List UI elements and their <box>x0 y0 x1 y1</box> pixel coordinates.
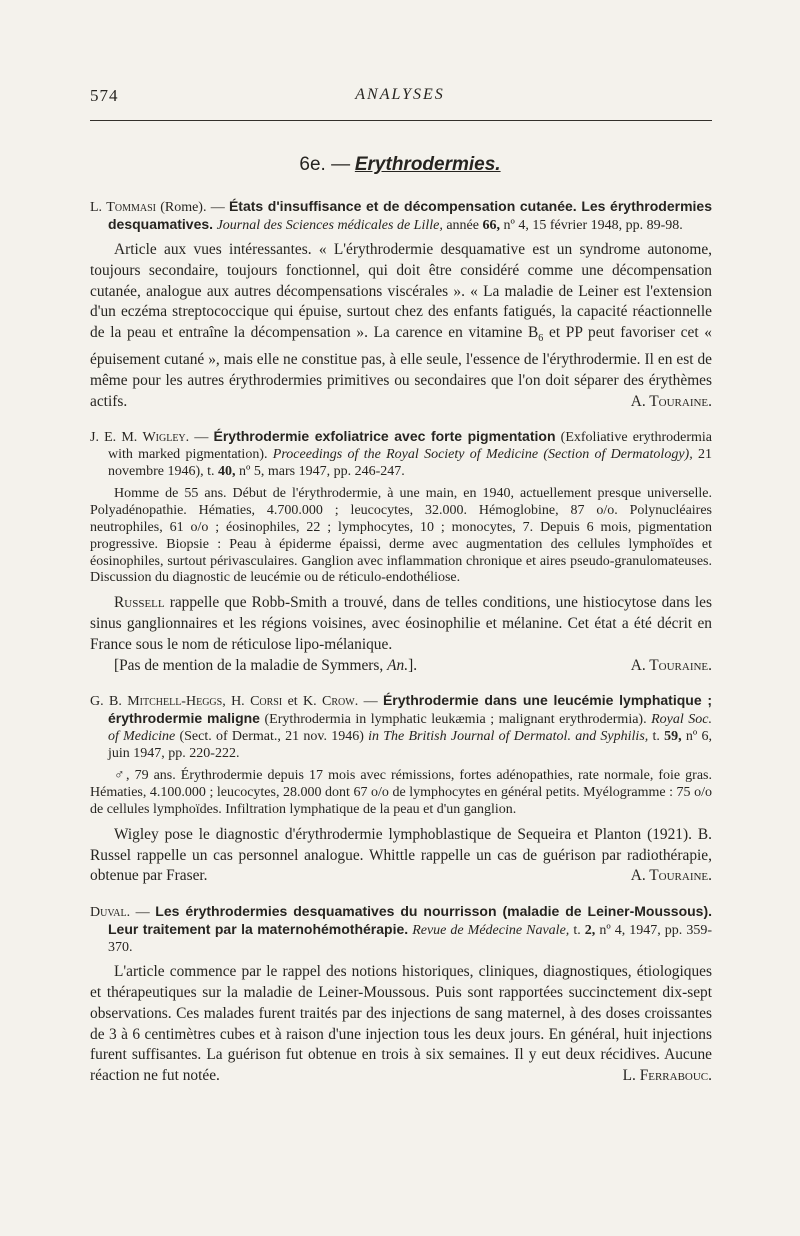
author-initial: et K. <box>287 694 317 710</box>
section-title <box>0 154 800 176</box>
abstract-duval <box>90 903 712 1087</box>
volume: 40, <box>218 464 236 480</box>
section-label: 6e. — <box>299 154 351 175</box>
abstract-title: Érythrodermie exfoliatrice avec forte pigmentation <box>213 428 556 445</box>
citation-details: nº 4, 15 février 1948, pp. 89-98. <box>503 218 683 233</box>
dash: . — <box>354 694 378 710</box>
abstract-text <box>90 962 712 1087</box>
citation-details: nº 5, mars 1947, pp. 246-247. <box>239 464 405 480</box>
reference <box>90 903 712 956</box>
note-text: [Pas de mention de la maladie de Symmers, <box>114 656 384 674</box>
abstract-tommasi <box>90 198 712 412</box>
author-location: (Rome). — <box>160 200 225 215</box>
author-initial: J. E. M. <box>90 430 138 446</box>
abstract-text-part: L'article commence par le rappel des notions historiques, cliniques, diagnostiques, étiologiques et thérapeutiques sur la maladie de Leiner-Moussous. Puis sont rapportées succinctement dix-sept observations. Ces malades furent traités par des injections de sang maternel, à des doses croissantes de 3 à 6 centimètres cubes et à raison d'une injection tous les deux jours. En général, huit injections furent suffisantes. La guérison fut obtenue en trois à six semaines. Il y eut deux récidives. Aucune réaction ne fut notée. <box>90 963 712 1085</box>
volume: 59, <box>664 729 682 745</box>
reference <box>90 428 712 480</box>
abstract-text <box>90 240 712 412</box>
abstract-wigley <box>90 428 712 676</box>
case-report: Homme de 55 ans. Début de l'érythrodermie, à une main, en 1940, actuellement presque universelle. Polyadénopathie. Hématies, 4.700.000 ; leucocytes, 32.000. Hémoglobine, 87 o/o. Polynucléaires neutrophiles, 61 o/o ; éosinophiles, 22 ; lymphocytes, 10 ; monocytes, 7. Depuis 6 mois, pigmentation progressive. Biopsie : Peau à épiderme épaissi, derme avec augmentation des cellules lymphoïdes et éosinophiles, surtout périvasculaires. Ganglion avec inflammation chronique et aires pseudo-granulomateuses. Discussion du diagnostic de leucémie ou de réticulo-endothéliose. <box>90 486 712 586</box>
reference <box>90 692 712 762</box>
abstract-comment <box>90 825 712 887</box>
abstract-title: États d'insuffisance et de décompensation cutanée. Les érythrodermies desquamatives. <box>108 198 712 232</box>
author-name: Mitchell-Heggs <box>127 694 223 710</box>
abstract-title: Érythrodermie dans une leucémie lymphatique ; érythrodermie maligne <box>108 692 713 727</box>
reviewer-signature: A. Touraine. <box>630 392 712 410</box>
original-title: (Erythrodermia in lymphatic leukæmia ; malignant erythrodermia). <box>264 712 647 728</box>
author-initial: , H. <box>222 694 245 710</box>
abstract-text-part: Article aux vues intéressantes. « L'érythrodermie desquamative est un syndrome autonome, toujours secondaire, toujours fonctionnel, qui doit être considéré comme une décompensation cutanée, analogue aux autres décompensations viscérales ». « La maladie de Leiner est l'extension d'un eczéma streptococcique qui épuise, surtout chez des enfants fatigués, la capacité réactionnelle de la peau et entraîne la décompensation ». La carence en vitamine B <box>90 241 712 342</box>
original-title: (Exfoliative erythrodermia with marked pigmentation). <box>108 430 712 463</box>
author-name: Tommasi <box>106 200 156 215</box>
comment-text: rappelle que Robb-Smith a trouvé, dans de telles conditions, une histiocytose dans les sinus ganglionnaires et les régions voisines, avec éosinophilie et mélanine. Cet état a été décrit en France sous le nom de réticulose lipo-mélanique. <box>90 594 712 653</box>
journal-section: (Sect. of Dermat., 21 nov. 1946) <box>179 729 364 745</box>
citation-date: 21 novembre 1946), t. <box>108 447 712 480</box>
citation-details: nº 4, 1947, pp. 359-370. <box>108 923 713 956</box>
journal-name: Royal Soc. of Medicine <box>108 712 713 745</box>
author-initial: G. B. <box>90 694 122 710</box>
abstract-comment <box>90 593 712 655</box>
reviewer-signature: A. Touraine. <box>630 867 712 885</box>
dash: . — <box>126 905 150 921</box>
abstract-title: Les érythrodermies desquamatives du nourrisson (maladie de Leiner-Moussous). Leur traitement par la maternohémothérapie. <box>108 903 713 938</box>
abstract-mitchell-heggs <box>90 692 712 887</box>
volume: 2, <box>584 923 596 939</box>
header-rule <box>90 120 712 121</box>
author-name: Crow <box>322 694 355 710</box>
article-body <box>90 198 712 1103</box>
abstract-text-part: et PP peut favoriser cet « épuisement cutané », mais elle ne constitue pas, à elle seule, l'essence de l'érythrodermie. Il en est de même pour les autres érythrodermies primitives ou secondaires que l'on doit séparer des érythèmes actifs. <box>90 324 712 410</box>
commentator-name: Russell <box>114 594 165 612</box>
author-name: Corsi <box>250 694 283 710</box>
reviewer-signature: A. Touraine. <box>630 656 712 674</box>
note-suffix: ]. <box>408 656 418 674</box>
volume-prefix: t. <box>652 729 660 745</box>
reference <box>90 198 712 234</box>
volume: 66, <box>482 218 500 233</box>
volume-prefix: t. <box>573 923 581 939</box>
journal-name: Journal des Sciences médicales de Lille, <box>216 218 443 233</box>
comment-text: Wigley pose le diagnostic d'érythrodermie lymphoblastique de Sequeira et Planton (1921). B. Russel rappelle un cas personnel analogue. Whittle rappelle un cas de guérison par radiothérapie, obtenue par Fraser. <box>90 825 712 885</box>
case-report: ♂, 79 ans. Érythrodermie depuis 17 mois avec rémissions, fortes adénopathies, rate normale, foie gras. Hématies, 4.100.000 ; leucocytes, 28.000 dont 67 o/o de lymphocytes en général petits. Myélogramme : 75 o/o de cellules lymphoïdes. Infiltration lymphatique de la peau et d'un ganglion. <box>90 768 712 818</box>
parent-journal: in The British Journal of Dermatol. and Syphilis, <box>368 729 649 745</box>
running-title: ANALYSES <box>355 86 445 103</box>
running-header <box>90 86 710 112</box>
author-name: Duval <box>90 905 127 921</box>
journal-name: Revue de Médecine Navale, <box>412 923 570 939</box>
section-name: Erythrodermies. <box>354 154 501 175</box>
journal-name: Proceedings of the Royal Society of Medicine (Section of Dermatology), <box>272 447 693 463</box>
editor-note <box>90 656 712 677</box>
reviewer-signature: L. Ferrabouc. <box>622 1067 712 1085</box>
page-number: 574 <box>90 86 119 105</box>
author-initial: L. <box>90 200 103 215</box>
citation-details: nº 6, juin 1947, pp. 220-222. <box>108 729 713 762</box>
note-italic: An. <box>387 656 409 674</box>
vitamin-subscript: 6 <box>538 333 544 345</box>
author-name: Wigley <box>142 430 186 446</box>
dash: . — <box>185 430 209 446</box>
year-label: année <box>446 218 479 233</box>
